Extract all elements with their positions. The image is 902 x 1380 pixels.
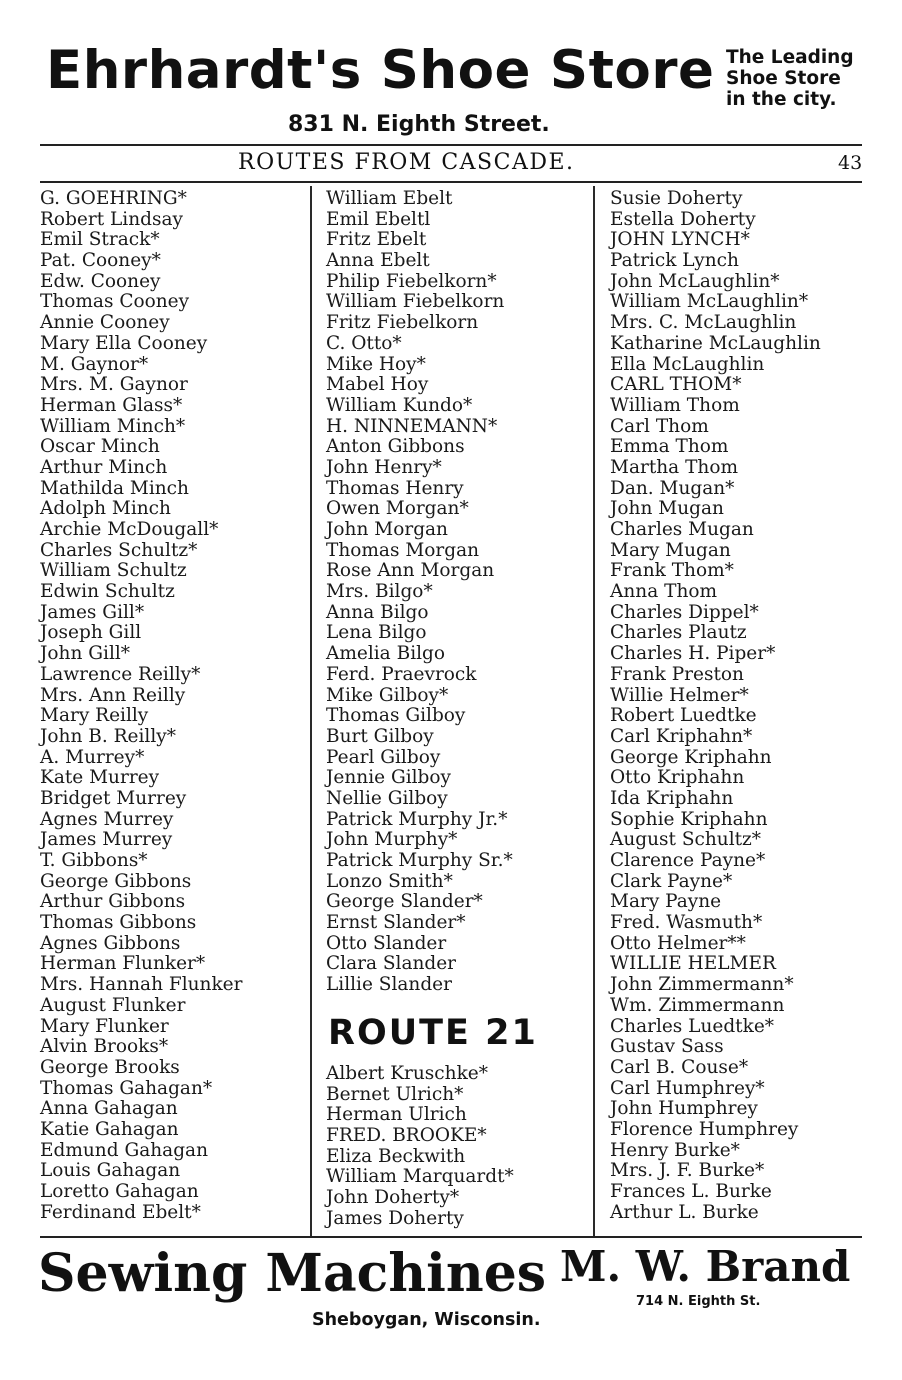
name-entry: Mary Mugan bbox=[610, 539, 731, 561]
name-entry: Mathilda Minch bbox=[40, 477, 189, 499]
name-entry: Susie Doherty bbox=[610, 188, 743, 209]
name-entry: Edwin Schultz bbox=[40, 581, 175, 603]
name-entry: Mabel Hoy bbox=[326, 374, 429, 396]
name-entry: Gustav Sass bbox=[610, 1036, 724, 1058]
name-entry: Clarence Payne* bbox=[610, 850, 766, 871]
top-rule bbox=[40, 144, 862, 146]
name-entry: Carl Thom bbox=[610, 415, 709, 437]
name-entry: Anna Thom bbox=[610, 581, 718, 603]
name-entry: Herman Flunker* bbox=[40, 953, 206, 975]
name-entry: Herman Ulrich bbox=[326, 1104, 467, 1126]
name-entry: James Murrey bbox=[40, 829, 173, 851]
name-entry: John Gill* bbox=[40, 643, 131, 665]
name-entry: John Morgan bbox=[326, 519, 448, 540]
name-entry: Philip Fiebelkorn* bbox=[326, 270, 497, 292]
name-entry: Eliza Beckwith bbox=[326, 1145, 466, 1167]
name-entry: William Minch* bbox=[40, 415, 186, 437]
name-entry: Pat. Cooney* bbox=[40, 250, 161, 272]
name-entry: Bridget Murrey bbox=[40, 787, 187, 809]
name-entry: Ernst Slander* bbox=[326, 912, 466, 934]
name-entry: Lawrence Reilly* bbox=[40, 663, 201, 685]
name-entry: Thomas Henry bbox=[326, 477, 464, 499]
header-advertisement bbox=[0, 0, 902, 140]
name-entry: G. GOEHRING* bbox=[40, 188, 187, 209]
name-entry: Mary Flunker bbox=[40, 1015, 169, 1037]
name-entry: Louis Gahagan bbox=[40, 1160, 181, 1182]
name-entry: Owen Morgan* bbox=[326, 498, 469, 520]
name-entry: Katharine McLaughlin bbox=[610, 332, 821, 354]
name-entry: John B. Reilly* bbox=[40, 725, 176, 747]
name-entry: Joseph Gill bbox=[40, 622, 142, 644]
column-divider bbox=[310, 186, 312, 1236]
name-entry: Bernet Ulrich* bbox=[326, 1083, 464, 1105]
name-entry: Henry Burke* bbox=[610, 1139, 740, 1161]
name-column-2 bbox=[326, 189, 513, 996]
name-entry: A. Murrey* bbox=[40, 746, 145, 768]
name-entry: Anna Gahagan bbox=[40, 1098, 178, 1120]
name-entry: Adolph Minch bbox=[40, 498, 171, 520]
name-entry: Charles Dippel* bbox=[610, 601, 759, 623]
name-entry: Emil Strack* bbox=[40, 229, 160, 251]
name-entry: Edmund Gahagan bbox=[40, 1139, 208, 1161]
name-entry: John Henry* bbox=[326, 456, 442, 478]
name-entry: Mrs. M. Gaynor bbox=[40, 374, 188, 396]
name-entry: Mrs. Ann Reilly bbox=[40, 684, 186, 706]
footer-sewing-machines: Sewing Machines bbox=[38, 1243, 547, 1304]
name-entry: Charles Mugan bbox=[610, 519, 754, 540]
name-entry: Herman Glass* bbox=[40, 394, 183, 416]
name-entry: William Fiebelkorn bbox=[326, 291, 505, 313]
name-entry: Kate Murrey bbox=[40, 767, 160, 789]
name-entry: Fritz Ebelt bbox=[326, 229, 427, 251]
name-entry: Charles Luedtke* bbox=[610, 1015, 775, 1037]
name-entry: George Kriphahn bbox=[610, 746, 772, 768]
name-entry: Annie Cooney bbox=[40, 312, 170, 334]
footer-address: 714 N. Eighth St. bbox=[636, 1294, 761, 1309]
footer-brand: M. W. Brand bbox=[560, 1242, 851, 1291]
page-number: 43 bbox=[838, 152, 863, 174]
name-entry: Emma Thom bbox=[610, 436, 729, 458]
name-entry: Patrick Lynch bbox=[610, 250, 739, 272]
name-entry: Fritz Fiebelkorn bbox=[326, 312, 479, 334]
name-entry: Otto Helmer** bbox=[610, 932, 746, 954]
name-entry: Patrick Murphy Jr.* bbox=[326, 808, 508, 830]
name-entry: Patrick Murphy Sr.* bbox=[326, 850, 513, 871]
name-entry: Mike Gilboy* bbox=[326, 684, 449, 706]
name-entry: William Marquardt* bbox=[326, 1166, 514, 1188]
name-entry: Carl B. Couse* bbox=[610, 1056, 749, 1078]
name-entry: Thomas Gibbons bbox=[40, 912, 197, 934]
tagline-line: The Leading bbox=[726, 47, 854, 68]
name-column-3 bbox=[610, 189, 821, 1223]
name-entry: John Murphy* bbox=[326, 829, 458, 851]
name-entry: August Schultz* bbox=[610, 829, 762, 851]
name-entry: Emil Ebeltl bbox=[326, 208, 431, 230]
name-entry: William Schultz bbox=[40, 560, 187, 582]
name-entry: Willie Helmer* bbox=[610, 684, 749, 706]
name-entry: Sophie Kriphahn bbox=[610, 808, 768, 830]
name-entry: Loretto Gahagan bbox=[40, 1181, 199, 1202]
tagline-line: Shoe Store bbox=[726, 68, 841, 89]
name-entry: Clara Slander bbox=[326, 953, 457, 975]
footer-city: Sheboygan, Wisconsin. bbox=[312, 1310, 541, 1330]
name-entry: James Gill* bbox=[40, 601, 145, 623]
name-entry: M. Gaynor* bbox=[40, 353, 149, 375]
name-entry: FRED. BROOKE* bbox=[326, 1125, 487, 1147]
name-entry: Agnes Gibbons bbox=[40, 932, 181, 954]
name-entry: Thomas Gahagan* bbox=[40, 1077, 213, 1099]
name-entry: CARL THOM* bbox=[610, 374, 742, 396]
name-entry: Anton Gibbons bbox=[326, 436, 465, 458]
tagline-line: in the city. bbox=[726, 89, 837, 110]
name-entry: John Zimmermann* bbox=[610, 974, 794, 996]
name-entry: John Doherty* bbox=[326, 1187, 460, 1209]
name-entry: Amelia Bilgo bbox=[326, 643, 446, 665]
name-entry: Martha Thom bbox=[610, 456, 739, 478]
name-entry: Thomas Gilboy bbox=[326, 705, 466, 727]
name-entry: Mary Payne bbox=[610, 891, 722, 913]
name-entry: John McLaughlin* bbox=[610, 270, 780, 292]
name-entry: Agnes Murrey bbox=[40, 808, 174, 830]
name-entry: Rose Ann Morgan bbox=[326, 560, 495, 582]
name-entry: George Brooks bbox=[40, 1056, 180, 1078]
name-entry: Mary Ella Cooney bbox=[40, 332, 208, 354]
route-heading: ROUTE 21 bbox=[328, 1013, 538, 1053]
route-21-list bbox=[326, 1064, 514, 1230]
name-entry: Archie McDougall* bbox=[40, 519, 219, 540]
name-entry: Mary Reilly bbox=[40, 705, 149, 727]
name-entry: Alvin Brooks* bbox=[40, 1036, 169, 1058]
name-entry: Frank Preston bbox=[610, 663, 744, 685]
name-entry: William Ebelt bbox=[326, 188, 453, 209]
name-entry: Ida Kriphahn bbox=[610, 787, 734, 809]
name-entry: Mrs. J. F. Burke* bbox=[610, 1160, 765, 1182]
section-title: ROUTES FROM CASCADE. bbox=[238, 150, 575, 175]
name-entry: August Flunker bbox=[40, 994, 186, 1016]
name-entry: William Thom bbox=[610, 394, 740, 416]
name-entry: Florence Humphrey bbox=[610, 1118, 799, 1140]
name-entry: William McLaughlin* bbox=[610, 291, 809, 313]
name-entry: Oscar Minch bbox=[40, 436, 160, 458]
name-entry: Arthur Minch bbox=[40, 456, 168, 478]
name-entry: Arthur L. Burke bbox=[610, 1201, 759, 1223]
name-entry: Thomas Cooney bbox=[40, 291, 190, 313]
name-entry: George Slander* bbox=[326, 891, 483, 913]
name-entry: WILLIE HELMER bbox=[610, 953, 776, 975]
name-entry: James Doherty bbox=[326, 1207, 464, 1229]
name-entry: Arthur Gibbons bbox=[40, 891, 186, 913]
name-entry: Ferdinand Ebelt* bbox=[40, 1201, 201, 1223]
name-entry: Ella McLaughlin bbox=[610, 353, 765, 375]
name-entry: Thomas Morgan bbox=[326, 539, 480, 561]
name-entry: Charles H. Piper* bbox=[610, 643, 776, 665]
name-entry: Dan. Mugan* bbox=[610, 477, 735, 499]
name-entry: Nellie Gilboy bbox=[326, 787, 448, 809]
name-entry: Albert Kruschke* bbox=[326, 1063, 488, 1084]
name-entry: Mrs. C. McLaughlin bbox=[610, 312, 797, 334]
name-entry: Robert Luedtke bbox=[610, 705, 757, 727]
name-entry: Mrs. Bilgo* bbox=[326, 581, 433, 603]
name-entry: Anna Ebelt bbox=[326, 250, 430, 272]
name-entry: Frances L. Burke bbox=[610, 1181, 772, 1202]
name-entry: Lonzo Smith* bbox=[326, 870, 453, 892]
name-entry: JOHN LYNCH* bbox=[610, 229, 750, 251]
name-entry: Lena Bilgo bbox=[326, 622, 427, 644]
store-name: Ehrhardt's Shoe Store bbox=[46, 40, 715, 101]
name-column-1 bbox=[40, 189, 242, 1223]
name-entry: John Mugan bbox=[610, 498, 724, 520]
name-entry: Mrs. Hannah Flunker bbox=[40, 974, 243, 996]
name-entry: Robert Lindsay bbox=[40, 208, 183, 230]
name-entry: Mike Hoy* bbox=[326, 353, 426, 375]
name-entry: Katie Gahagan bbox=[40, 1118, 179, 1140]
name-entry: Otto Slander bbox=[326, 932, 447, 954]
name-entry: Burt Gilboy bbox=[326, 725, 434, 747]
name-entry: T. Gibbons* bbox=[40, 850, 148, 871]
name-entry: Charles Schultz* bbox=[40, 539, 198, 561]
name-entry: H. NINNEMANN* bbox=[326, 415, 498, 437]
name-entry: John Humphrey bbox=[610, 1098, 758, 1120]
name-entry: Pearl Gilboy bbox=[326, 746, 441, 768]
name-entry: Frank Thom* bbox=[610, 560, 734, 582]
name-entry: Clark Payne* bbox=[610, 870, 733, 892]
name-entry: George Gibbons bbox=[40, 870, 192, 892]
name-entry: Estella Doherty bbox=[610, 208, 756, 230]
store-tagline bbox=[726, 47, 854, 110]
name-entry: Otto Kriphahn bbox=[610, 767, 745, 789]
name-entry: Charles Plautz bbox=[610, 622, 747, 644]
name-entry: Edw. Cooney bbox=[40, 270, 161, 292]
name-entry: Carl Kriphahn* bbox=[610, 725, 753, 747]
name-entry: Wm. Zimmermann bbox=[610, 994, 785, 1016]
store-address: 831 N. Eighth Street. bbox=[288, 112, 550, 137]
title-rule bbox=[40, 181, 862, 183]
name-entry: Ferd. Praevrock bbox=[326, 663, 477, 685]
name-entry: Fred. Wasmuth* bbox=[610, 912, 763, 934]
name-entry: Lillie Slander bbox=[326, 974, 452, 996]
column-divider bbox=[593, 186, 595, 1236]
name-entry: Jennie Gilboy bbox=[326, 767, 451, 789]
name-entry: William Kundo* bbox=[326, 394, 473, 416]
name-entry: C. Otto* bbox=[326, 332, 402, 354]
name-entry: Carl Humphrey* bbox=[610, 1077, 765, 1099]
name-entry: Anna Bilgo bbox=[326, 601, 429, 623]
